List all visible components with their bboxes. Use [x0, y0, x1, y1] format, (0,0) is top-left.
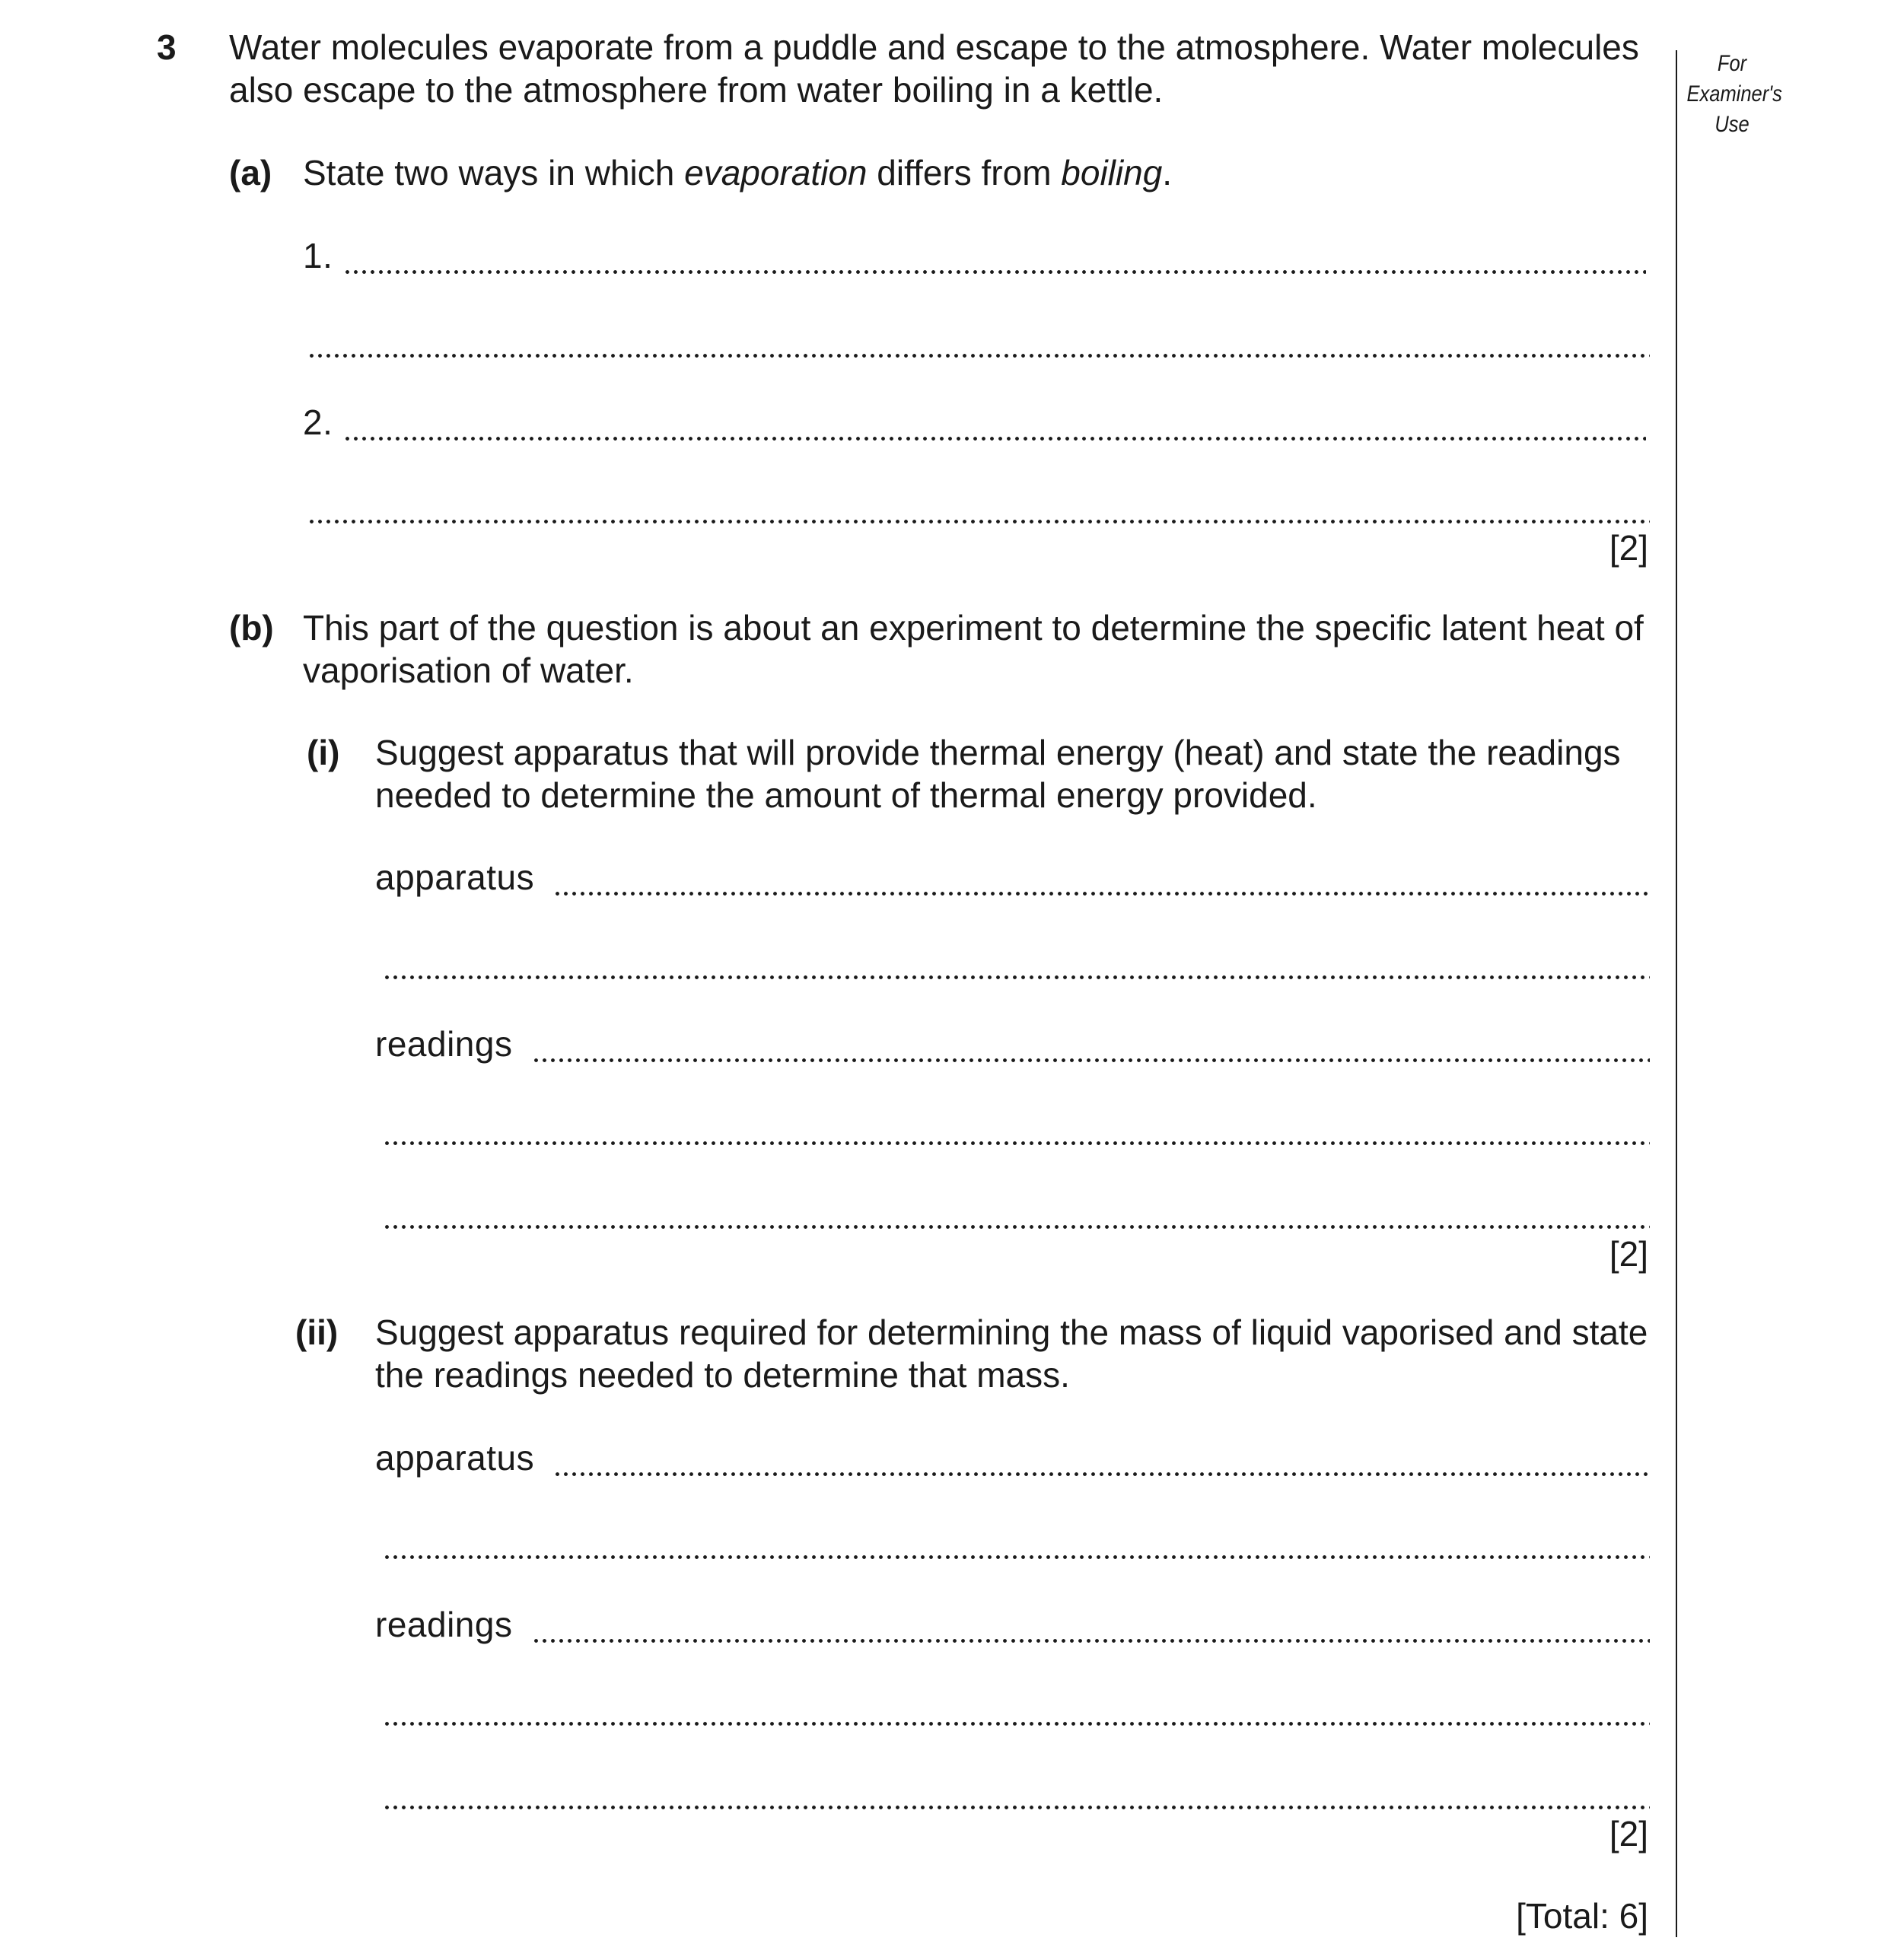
part-b-i-apparatus-line[interactable] — [375, 856, 1650, 899]
part-b-label: (b) — [229, 608, 274, 648]
part-a-label: (a) — [229, 153, 272, 192]
part-b-ii-text-line-2: the readings needed to determine that mass. — [375, 1355, 1070, 1395]
part-a-text-before: State two ways in which — [303, 153, 685, 192]
examiner-margin-rule — [1676, 50, 1677, 1937]
dotted-answer-line — [383, 940, 1650, 982]
part-b-i-text-line-2: needed to determine the amount of thermal energy provided. — [375, 775, 1317, 815]
part-a-answer-1-continuation-line[interactable] — [307, 318, 1650, 361]
part-a-prompt — [303, 151, 1657, 194]
part-b-i-readings-continuation-line-2[interactable] — [383, 1189, 1650, 1232]
part-a-text-after: . — [1162, 153, 1173, 192]
part-b-ii-readings-continuation-line-2[interactable] — [383, 1770, 1650, 1812]
dotted-answer-line — [553, 1437, 1650, 1479]
part-b-i-mark: [2] — [1609, 1234, 1648, 1274]
part-b-i-readings-label: readings — [375, 1024, 513, 1064]
dotted-answer-line — [383, 1106, 1650, 1148]
part-b-ii-text-line-1: Suggest apparatus required for determining the mass of liquid vaporised and state — [375, 1312, 1648, 1352]
examiner-use-label — [1686, 49, 1782, 140]
dotted-answer-line — [343, 401, 1646, 444]
part-a-answer-2-line[interactable] — [303, 401, 1650, 444]
part-b-ii-apparatus-line[interactable] — [375, 1437, 1650, 1479]
part-b-i-readings-continuation-line-1[interactable] — [383, 1106, 1650, 1148]
part-b-ii-mark: [2] — [1609, 1814, 1648, 1853]
part-b-ii-label: (ii) — [295, 1312, 339, 1352]
dotted-answer-line — [532, 1023, 1650, 1065]
part-b-ii-apparatus-continuation-line[interactable] — [383, 1519, 1650, 1562]
part-a-answer-1-line[interactable] — [303, 234, 1650, 277]
part-b-text-line-1: This part of the question is about an experiment to determine the specific latent heat of — [303, 608, 1644, 648]
examiner-line-1: For — [1717, 51, 1747, 76]
dotted-answer-line — [307, 318, 1650, 361]
part-b-i-label: (i) — [307, 733, 340, 772]
part-b-ii-apparatus-label: apparatus — [375, 1438, 535, 1478]
dotted-answer-line — [383, 1686, 1650, 1729]
dotted-answer-line — [343, 234, 1646, 277]
part-a-mark: [2] — [1609, 528, 1648, 568]
part-b-i-apparatus-continuation-line[interactable] — [383, 940, 1650, 982]
part-b-ii-readings-continuation-line-1[interactable] — [383, 1686, 1650, 1729]
part-a-answer-1-number: 1. — [303, 236, 333, 275]
part-b-i-readings-line[interactable] — [375, 1023, 1650, 1065]
dotted-answer-line — [383, 1519, 1650, 1562]
part-b-i-text-line-1: Suggest apparatus that will provide thermal energy (heat) and state the readings — [375, 733, 1621, 772]
part-b-i-apparatus-label: apparatus — [375, 858, 535, 897]
part-a-answer-2-continuation-line[interactable] — [307, 484, 1650, 527]
part-a-emphasis-evaporation: evaporation — [684, 153, 868, 192]
dotted-answer-line — [553, 856, 1650, 899]
part-b-ii-readings-label: readings — [375, 1605, 513, 1644]
total-marks: [Total: 6] — [1516, 1896, 1648, 1936]
question-number: 3 — [157, 27, 177, 67]
question-intro-line-1: Water molecules evaporate from a puddle and escape to the atmosphere. Water molecules — [229, 27, 1639, 67]
part-b-text-line-2: vaporisation of water. — [303, 651, 634, 690]
examiner-line-3: Use — [1714, 112, 1750, 137]
examiner-line-2: Examiner's — [1686, 81, 1782, 107]
part-a-text-mid: differs from — [867, 153, 1062, 192]
dotted-answer-line — [383, 1770, 1650, 1812]
dotted-answer-line — [532, 1603, 1650, 1646]
part-b-ii-readings-line[interactable] — [375, 1603, 1650, 1646]
dotted-answer-line — [307, 484, 1650, 527]
part-a-answer-2-number: 2. — [303, 402, 333, 442]
question-intro-line-2: also escape to the atmosphere from water boiling in a kettle. — [229, 70, 1164, 110]
dotted-answer-line — [383, 1189, 1650, 1232]
part-a-emphasis-boiling: boiling — [1061, 153, 1163, 192]
